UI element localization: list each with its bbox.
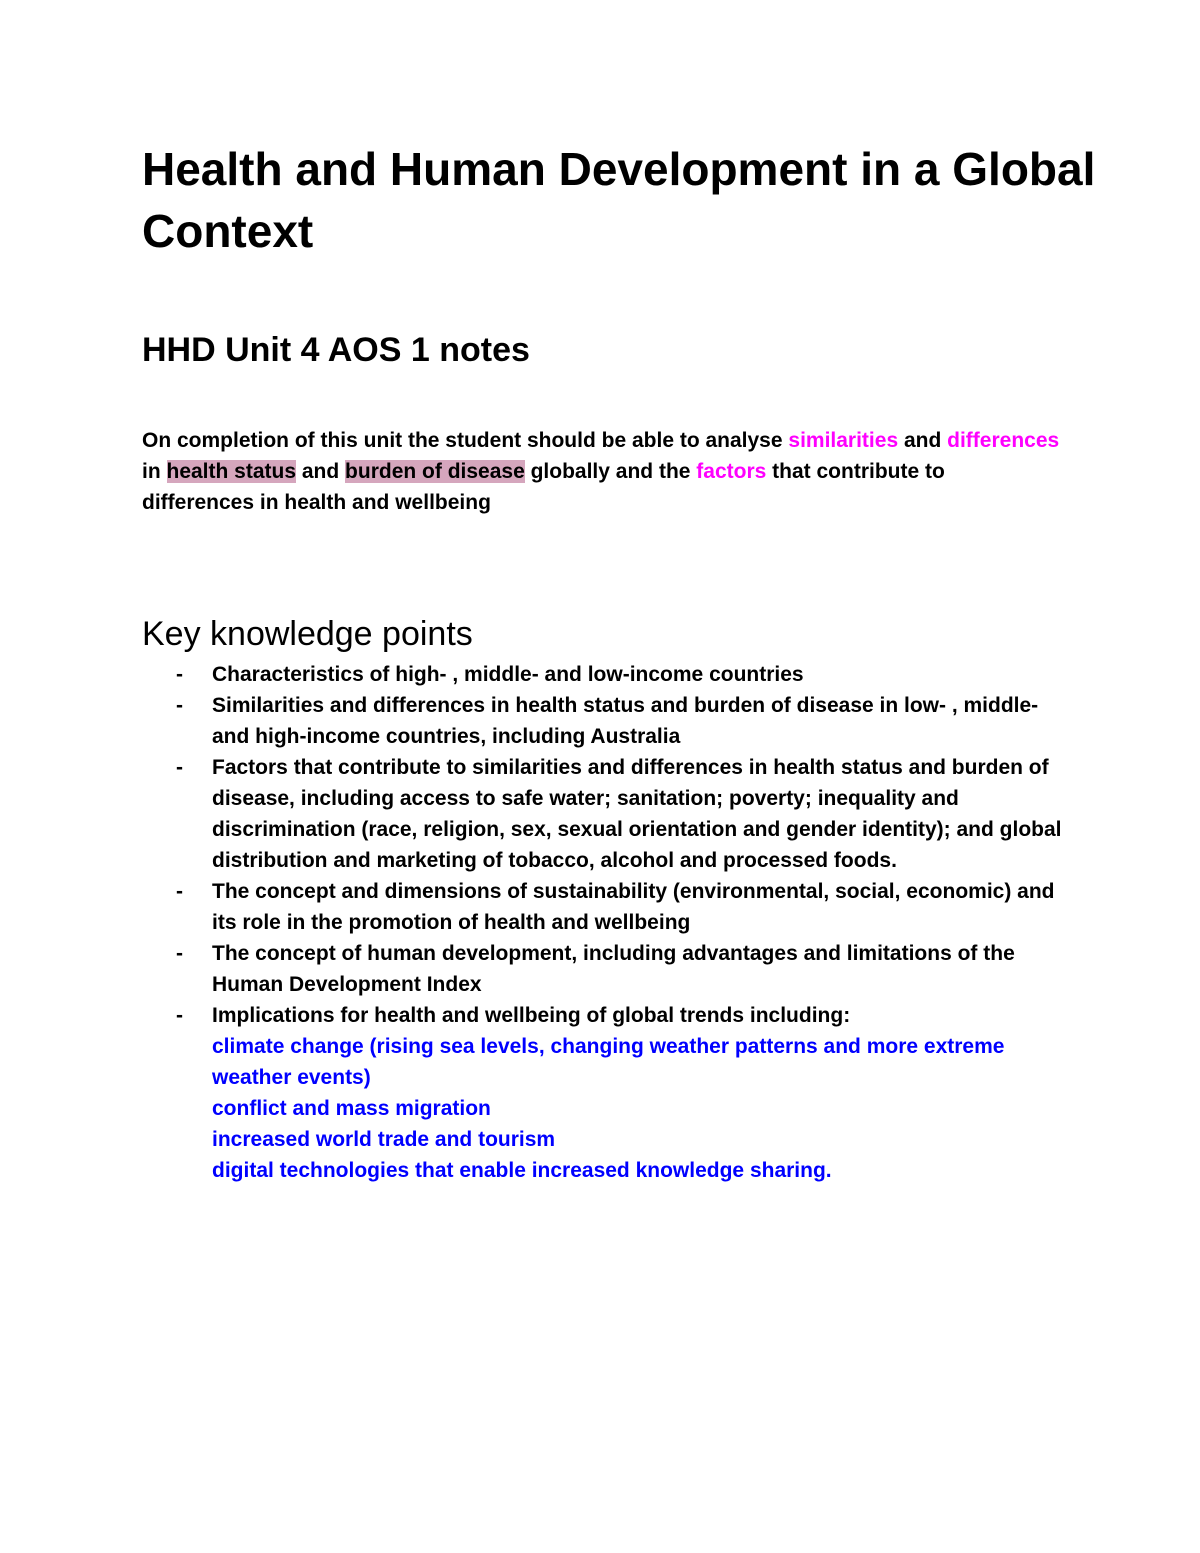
list-item-text: Similarities and differences in health status and burden of disease in low- , middle- and high-income countries, including Australia [212, 694, 1039, 748]
keyword-factors: factors [696, 460, 767, 483]
intro-text: in [142, 460, 167, 483]
highlight-burden-of-disease: burden of disease [345, 460, 525, 483]
intro-text: globally and the [524, 460, 697, 483]
key-knowledge-list [142, 659, 1062, 1186]
list-item [142, 876, 1062, 938]
document-subtitle: HHD Unit 4 AOS 1 notes [142, 331, 530, 369]
list-item-text: Implications for health and wellbeing of global trends including: [212, 1004, 851, 1027]
list-item-text: The concept of human development, including advantages and limitations of the Human Development Index [212, 942, 1015, 996]
bullet-dash: - [176, 756, 183, 779]
intro-text: On completion of this unit the student should be able to analyse [142, 429, 789, 452]
highlight-health-status: health status [166, 460, 297, 483]
document-title: Health and Human Development in a Global Context [142, 143, 1096, 257]
list-item [142, 752, 1062, 876]
bullet-dash: - [176, 663, 183, 686]
list-item [142, 659, 1062, 690]
list-item [142, 938, 1062, 1000]
keyword-similarities: similarities [788, 429, 899, 452]
trend-digital-technologies: digital technologies that enable increased knowledge sharing. [212, 1159, 832, 1182]
list-item-text: Characteristics of high- , middle- and low-income countries [212, 663, 804, 686]
intro-paragraph [142, 425, 1062, 518]
trend-climate-change: climate change (rising sea levels, changing weather patterns and more extreme weather events) [212, 1035, 1005, 1089]
bullet-dash: - [176, 880, 183, 903]
keyword-differences: differences [947, 429, 1060, 452]
intro-text: that contribute to differences in health and wellbeing [142, 460, 945, 514]
list-item-text: The concept and dimensions of sustainability (environmental, social, economic) and its role in the promotion of health and wellbeing [212, 880, 1055, 934]
intro-text: and [296, 460, 346, 483]
list-item-text: Factors that contribute to similarities and differences in health status and burden of disease, including access to safe water; sanitation; poverty; inequality and discrimination (race, religion, sex, sexual orientation and gender identity); and global distribution and marketing of tobacco, alcohol and processed foods. [212, 756, 1062, 872]
bullet-dash: - [176, 942, 183, 965]
intro-text: and [898, 429, 948, 452]
bullet-dash: - [176, 694, 183, 717]
list-item [142, 1000, 1062, 1186]
trend-conflict-migration: conflict and mass migration [212, 1097, 491, 1120]
trend-trade-tourism: increased world trade and tourism [212, 1128, 556, 1151]
list-item [142, 690, 1062, 752]
bullet-dash: - [176, 1004, 183, 1027]
key-knowledge-heading: Key knowledge points [142, 615, 473, 653]
